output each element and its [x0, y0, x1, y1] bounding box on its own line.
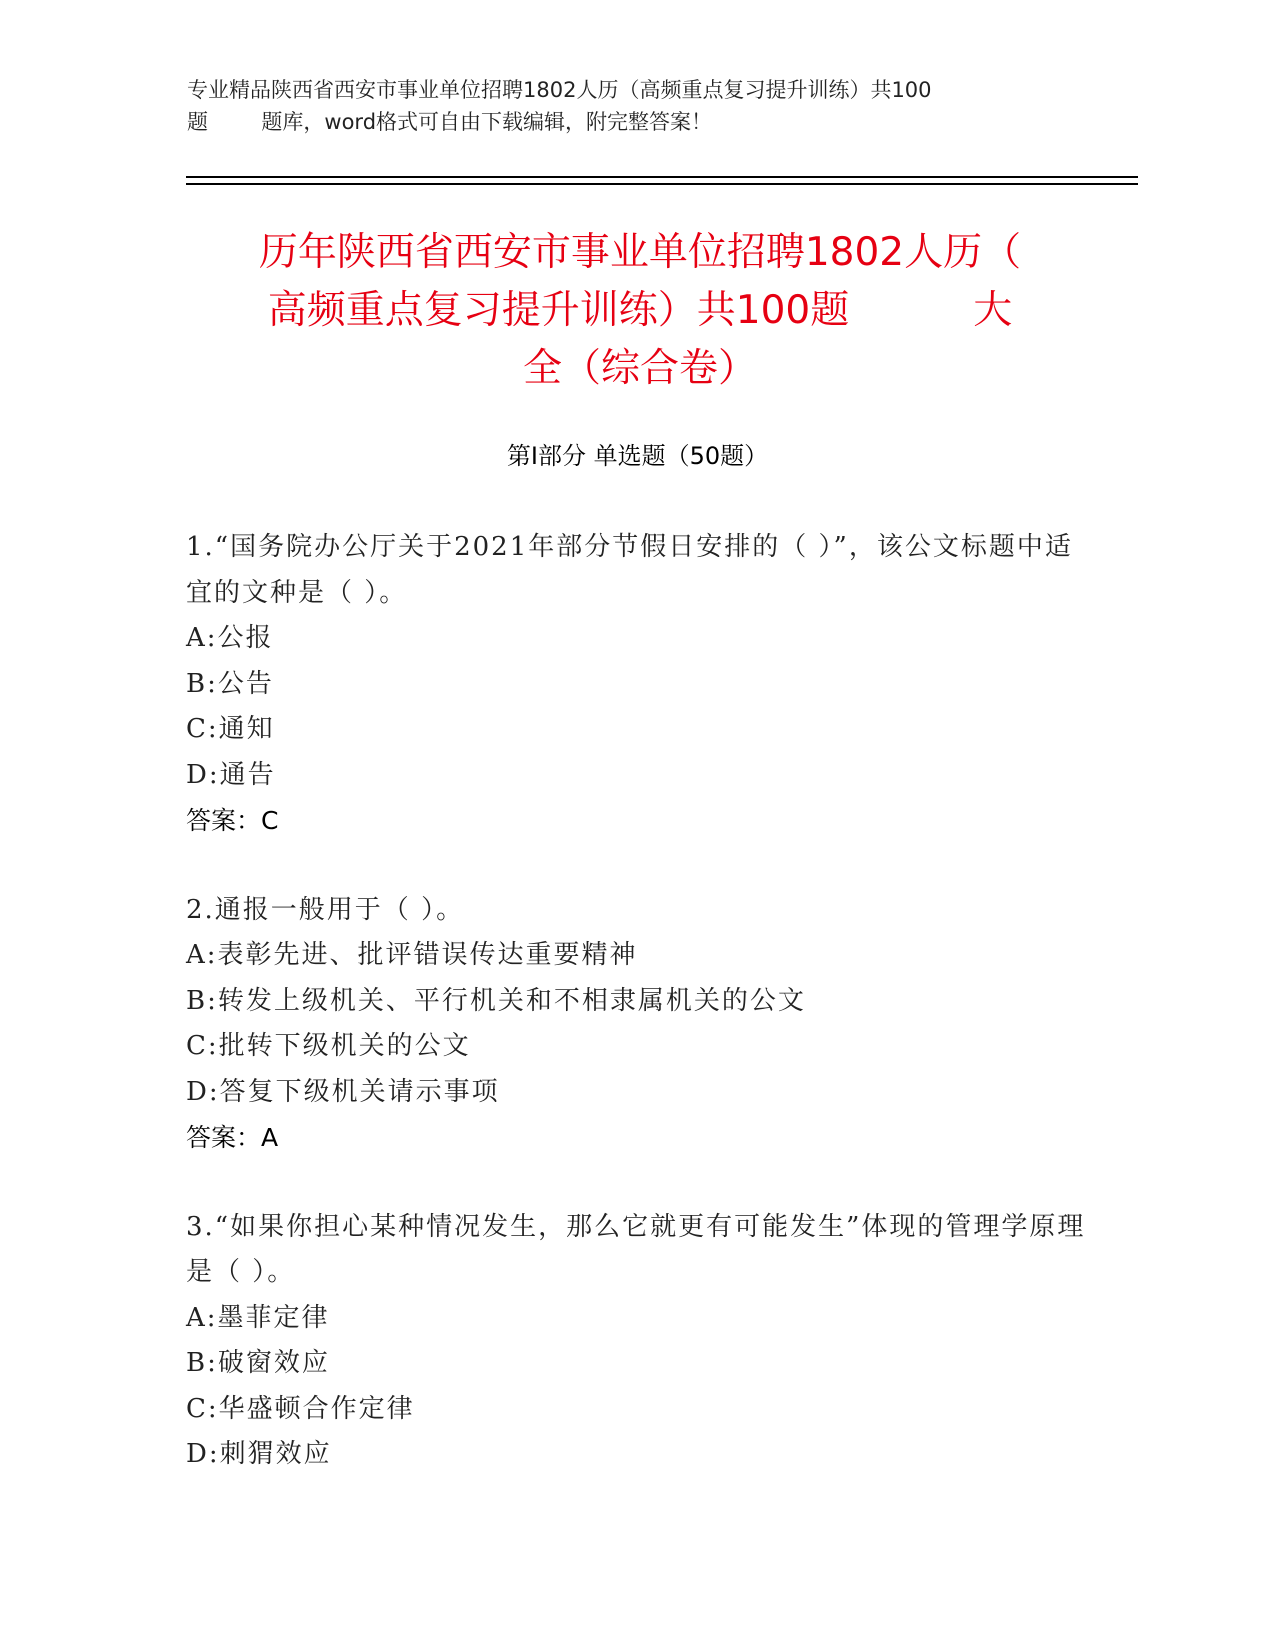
option-c: C:华盛顿合作定律: [186, 1393, 415, 1424]
option-d: D:答复下级机关请示事项: [186, 1076, 500, 1107]
question-stem: 1.“国务院办公厅关于2021年部分节假日安排的（ ）”，该公文标题中适宜的文种是（ ）。: [186, 532, 1073, 608]
title-line-1: 历年陕西省西安市事业单位招聘1802人历（: [258, 230, 1022, 275]
question-3: [186, 1205, 1086, 1478]
option-d: D:通告: [186, 759, 276, 790]
title-line-2: 高频重点复习提升训练）共100题 大: [267, 288, 1013, 333]
option-b: B:转发上级机关、平行机关和不相隶属机关的公文: [186, 985, 806, 1016]
document-title: [190, 224, 1090, 398]
answer-line: 答案：C: [186, 806, 279, 835]
option-d: D:刺猬效应: [186, 1439, 332, 1469]
option-b: B:公告: [186, 668, 274, 699]
question-1: [186, 525, 1086, 844]
answer-line: 答案：A: [186, 1123, 279, 1152]
question-2: [186, 888, 1086, 1161]
option-a: A:公报: [186, 623, 274, 653]
question-spacer: [186, 844, 1086, 888]
option-a: A:墨菲定律: [186, 1302, 330, 1333]
title-line-3: 全（综合卷）: [522, 346, 757, 391]
header-line-2: 题 题库，word格式可自由下载编辑，附完整答案！: [187, 110, 713, 134]
question-stem: 3.“如果你担心某种情况发生，那么它就更有可能发生”体现的管理学原理是（ ）。: [186, 1211, 1086, 1287]
option-c: C:批转下级机关的公文: [186, 1031, 471, 1061]
question-stem: 2.通报一般用于（ ）。: [186, 894, 465, 925]
question-spacer: [186, 1161, 1086, 1205]
header-line-1: 专业精品陕西省西安市事业单位招聘1802人历（高频重点复习提升训练）共100: [187, 78, 932, 102]
option-a: A:表彰先进、批评错误传达重要精神: [186, 940, 638, 970]
section-heading: 第Ⅰ部分 单选题（50题）: [506, 442, 769, 470]
question-list: [186, 525, 1086, 1478]
option-b: B:破窗效应: [186, 1348, 330, 1378]
page-header: [187, 74, 1087, 138]
option-c: C:通知: [186, 714, 275, 744]
header-divider-top: [186, 176, 1138, 178]
header-divider-bottom: [186, 183, 1138, 185]
